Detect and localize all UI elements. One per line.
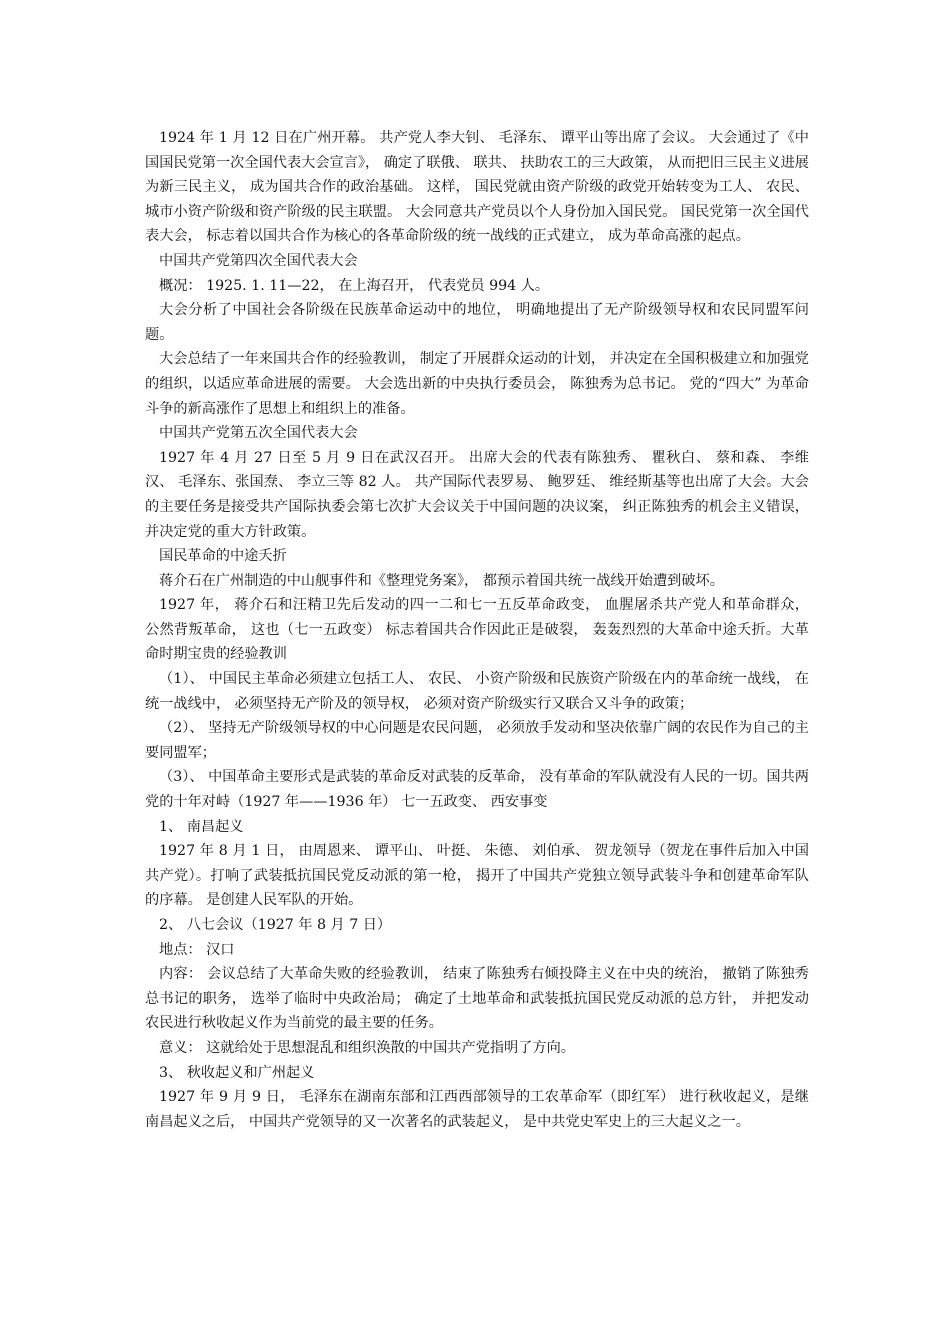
document-page [145,126,809,1134]
paragraph-autumn-harvest-uprising: 1927 年 9 月 9 日， 毛泽东在湖南东部和江西西部领导的工农革命军（即红军） 进行秋收起义，是继南昌起义之后， 中国共产党领导的又一次著名的武装起义， 是中共党史军史上的三大起义之一。 [145,1089,809,1130]
heading-autumn-guangzhou-uprising: 3、 秋收起义和广州起义 [159,1064,315,1081]
paragraph-1927-coups: 1927 年， 蒋介石和汪精卫先后发动的四一二和七一五反革命政变， 血腥屠杀共产党人和革命群众， 公然背叛革命， 这也（七一五政变） 标志着国共合作因此正是破裂， 轰轰烈烈的大革命中途夭折。大革命时期宝贵的经验教训 [145,597,809,663]
heading-fourth-congress: 中国共产党第四次全国代表大会 [159,252,358,269]
heading-august-seventh-meeting: 2、 八七会议（1927 年 8 月 7 日） [159,917,392,933]
paragraph-zhongshan-incident: 蒋介石在广州制造的中山舰事件和《整理党务案》， 都预示着国共统一战线开始遭到破坏。 [159,572,724,589]
paragraph-kmt-first-congress: 1924 年 1 月 12 日在广州开幕。 共产党人李大钊、 毛泽东、 谭平山等出席了会议。 大会通过了《中国国民党第一次全国代表大会宣言》， 确定了联俄、 联共、 扶助农工的三大政策， 从而把旧三民主义进展为新三民主义， 成为国共合作的政治基础。 这样， 国民党就由资产阶级的政党开始转变为工人、 农民、 城市小资产阶级和资产阶级的民主联盟。 大会同意共产党员以个人身份加入国民党。 国民党第一次全国代表大会， 标志着以国共合作为核心的各革命阶级的统一战线的正式建立， 成为革命高涨的起点。 [145,130,809,245]
heading-fifth-congress: 中国共产党第五次全国代表大会 [159,425,358,442]
paragraph-lesson-1: （1）、 中国民主革命必须建立包括工人、 农民、 小资产阶级和民族资产阶级在内的革命统一战线， 在统一战线中， 必须坚持无产阶及的领导权， 必须对资产阶级实行又联合又斗争的政策； [145,671,809,712]
paragraph-fourth-congress-overview: 概况： 1925. 1. 11—22， 在上海召开， 代表党员 994 人。 [159,277,550,294]
heading-revolution-failure: 国民革命的中途夭折 [159,548,287,565]
paragraph-meeting-significance: 意义： 这就给处于思想混乱和组织涣散的中国共产党指明了方向。 [159,1039,575,1056]
paragraph-fifth-congress: 1927 年 4 月 27 日至 5 月 9 日在武汉召开。 出席大会的代表有陈独秀、 瞿秋白、 蔡和森、 李维汉、 毛泽东、张国焘、 李立三等 82 人。 共产国际代表罗易、 鲍罗廷、 维经斯基等也出席了大会。大会的主要任务是接受共产国际执委会第七次扩大会议关于中国问题的决议案， 纠正陈独秀的机会主义错误， 并决定党的重大方针政策。 [145,449,809,540]
paragraph-meeting-content: 内容： 会议总结了大革命失败的经验教训， 结束了陈独秀右倾投降主义在中央的统治， 撤销了陈独秀总书记的职务， 选举了临时中央政治局； 确定了土地革命和武装抵抗国民党反动派的总方针， 并把发动农民进行秋收起义作为当前党的最主要的任务。 [145,966,809,1032]
paragraph-fourth-congress-analysis: 大会分析了中国社会各阶级在民族革命运动中的地位， 明确地提出了无产阶级领导权和农民同盟军问题。 [145,302,809,343]
paragraph-lesson-2: （2）、 坚持无产阶级领导权的中心问题是农民问题， 必须放手发动和坚决依靠广阔的农民作为自己的主要同盟军； [145,720,809,761]
paragraph-lesson-3: （3）、 中国革命主要形式是武装的革命反对武装的反革命， 没有革命的军队就没有人民的一切。国共两党的十年对峙（1927 年——1936 年） 七一五政变、 西安事变 [145,769,809,811]
paragraph-nanchang-uprising: 1927 年 8 月 1 日， 由周恩来、 谭平山、 叶挺、 朱德、 刘伯承、 贺龙领导（贺龙在事件后加入中国共产党）。打响了武装抵抗国民党反动派的第一枪， 揭开了中国共产党独立领导武装斗争和创建革命军队的序幕。 是创建人民军队的开始。 [145,843,809,909]
heading-nanchang-uprising: 1、 南昌起义 [159,818,244,835]
paragraph-meeting-location: 地点： 汉口 [159,941,235,958]
paragraph-fourth-congress-summary: 大会总结了一年来国共合作的经验教训， 制定了开展群众运动的计划， 并决定在全国积极建立和加强党的组织，以适应革命进展的需要。 大会选出新的中央执行委员会， 陈独秀为总书记。 党的“四大” 为革命斗争的新高涨作了思想上和组织上的准备。 [145,351,809,417]
